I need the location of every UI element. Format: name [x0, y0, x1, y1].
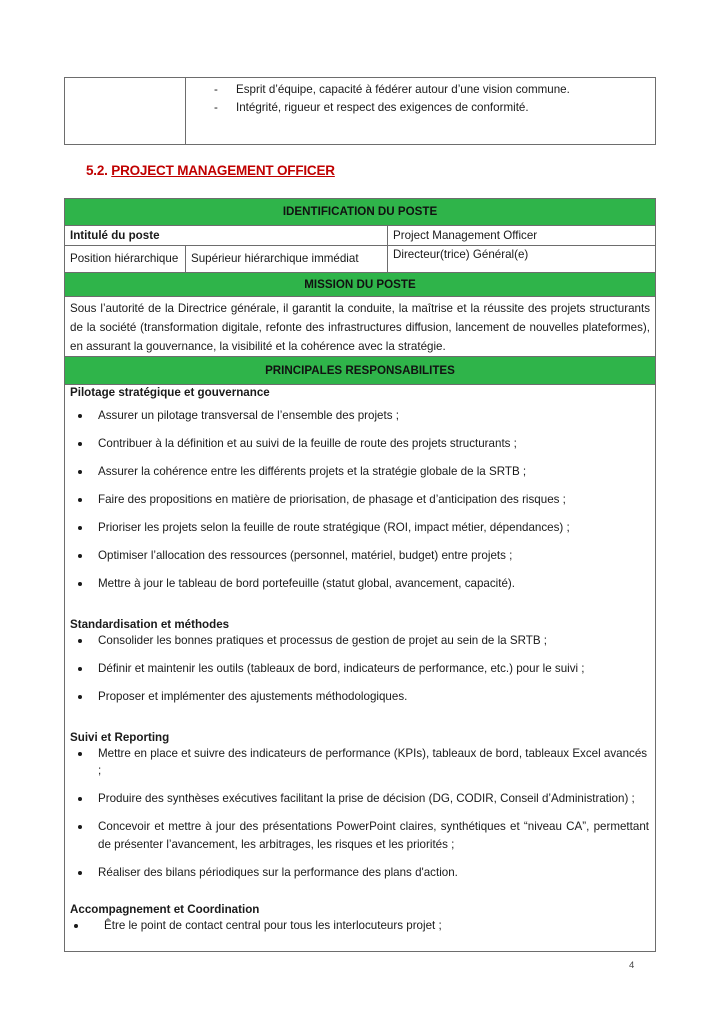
- dash-list-item: [186, 99, 655, 117]
- bullet-item: [65, 688, 655, 705]
- section-title: [86, 163, 335, 178]
- group-list-standardisation: [65, 632, 655, 705]
- bullet-icon: [78, 414, 82, 418]
- position-label: Position hiérarchique: [70, 252, 179, 265]
- page-number: 4: [629, 960, 635, 971]
- job-title-row: [65, 226, 655, 246]
- bullet-item: [65, 435, 655, 452]
- bullet-text: Réaliser des bilans périodiques sur la performance des plans d'action.: [98, 866, 458, 879]
- bullet-item: [65, 790, 655, 807]
- bullet-icon: [78, 639, 82, 643]
- bullet-item: [65, 745, 655, 779]
- bullet-icon: [78, 582, 82, 586]
- group-list-suivi-reporting: [65, 745, 655, 881]
- bullet-text: Mettre à jour le tableau de bord portefeuille (statut global, avancement, capacité).: [98, 577, 515, 590]
- bullet-item: [65, 864, 655, 881]
- bullet-text: Proposer et implémenter des ajustements méthodologiques.: [98, 690, 408, 703]
- group-list-pilotage: [65, 407, 655, 592]
- continuation-left-cell: [65, 78, 186, 144]
- job-title-value: Project Management Officer: [387, 226, 655, 245]
- dash-marker: -: [214, 83, 218, 96]
- bullet-item: [65, 519, 655, 536]
- group-title-standardisation: Standardisation et méthodes: [70, 618, 230, 631]
- bullet-text: Faire des propositions en matière de priorisation, de phasage et d’anticipation des risques ;: [98, 493, 566, 506]
- bullet-icon: [78, 554, 82, 558]
- bullet-icon: [78, 442, 82, 446]
- dash-item-text: Esprit d’équipe, capacité à fédérer autour d’une vision commune.: [236, 83, 570, 96]
- bullet-icon: [78, 526, 82, 530]
- bullet-text: Être le point de contact central pour tous les interlocuteurs projet ;: [104, 919, 442, 932]
- bullet-icon: [74, 924, 78, 928]
- bullet-item: [65, 463, 655, 480]
- bullet-icon: [78, 498, 82, 502]
- bullet-text: Assurer un pilotage transversal de l’ensemble des projets ;: [98, 409, 399, 422]
- group-list-accompagnement: [65, 917, 655, 934]
- section-number: 5.2.: [86, 163, 108, 178]
- continuation-right-cell: [186, 78, 655, 144]
- responsibilities-header: PRINCIPALES RESPONSABILITES: [65, 357, 655, 385]
- bullet-text: Contribuer à la définition et au suivi de la feuille de route des projets structurants ;: [98, 437, 517, 450]
- bullet-icon: [78, 825, 82, 829]
- bullet-icon: [78, 470, 82, 474]
- bullet-icon: [78, 752, 82, 756]
- group-title-pilotage: Pilotage stratégique et gouvernance: [70, 386, 270, 399]
- bullet-icon: [78, 871, 82, 875]
- bullet-text: Optimiser l’allocation des ressources (personnel, matériel, budget) entre projets ;: [98, 549, 513, 562]
- dash-marker: -: [214, 100, 218, 114]
- bullet-item: [65, 660, 655, 677]
- bullet-icon: [78, 667, 82, 671]
- dash-list-item: [186, 81, 655, 99]
- bullet-text: Mettre en place et suivre des indicateurs de performance (KPIs), tableaux de bord, tableaux Excel avancés ;: [98, 747, 648, 777]
- bullet-item: [65, 547, 655, 564]
- mission-text: Sous l’autorité de la Directrice générale, il garantit la conduite, la maîtrise et la réussite des projets structurants de la société (transformation digitale, refonte des infrastructures diffusion, lancement de nouvelles plateformes), en assurant la gouvernance, la visibilité et la cohérence avec la stratégie.: [65, 297, 655, 357]
- group-title-accompagnement: Accompagnement et Coordination: [70, 903, 260, 916]
- bullet-item: [65, 491, 655, 508]
- dash-item-text: Intégrité, rigueur et respect des exigences de conformité.: [236, 100, 529, 114]
- bullet-item: [65, 632, 655, 649]
- bullet-text: Définir et maintenir les outils (tableaux de bord, indicateurs de performance, etc.) pour le suivi ;: [98, 662, 585, 675]
- identification-header: IDENTIFICATION DU POSTE: [65, 199, 655, 226]
- bullet-text: Consolider les bonnes pratiques et processus de gestion de projet au sein de la SRTB ;: [98, 634, 547, 647]
- section-title-text: PROJECT MANAGEMENT OFFICER: [111, 163, 335, 178]
- job-description-table: [64, 198, 656, 952]
- bullet-item: [65, 818, 655, 853]
- bullet-text: Prioriser les projets selon la feuille de route stratégique (ROI, impact métier, dépendances) ;: [98, 521, 570, 534]
- mission-header: MISSION DU POSTE: [65, 273, 655, 297]
- group-title-suivi-reporting: Suivi et Reporting: [70, 731, 170, 744]
- bullet-text: Produire des synthèses exécutives facilitant la prise de décision (DG, CODIR, Conseil d’Administration) ;: [98, 792, 635, 805]
- position-row: [65, 246, 655, 273]
- superior-value: Directeur(trice) Général(e): [387, 246, 655, 272]
- bullet-text: Concevoir et mettre à jour des présentations PowerPoint claires, synthétiques et “niveau CA”, permettant de présenter l’avancement, les arbitrages, les risques et les priorités ;: [98, 820, 649, 851]
- bullet-text: Assurer la cohérence entre les différents projets et la stratégie globale de la SRTB ;: [98, 465, 527, 478]
- job-title-label: Intitulé du poste: [70, 229, 160, 242]
- bullet-item: [65, 917, 655, 934]
- continuation-table: [64, 77, 656, 145]
- bullet-item: [65, 575, 655, 592]
- bullet-icon: [78, 797, 82, 801]
- superior-label: Supérieur hiérarchique immédiat: [185, 246, 387, 272]
- bullet-icon: [78, 695, 82, 699]
- bullet-item: [65, 407, 655, 424]
